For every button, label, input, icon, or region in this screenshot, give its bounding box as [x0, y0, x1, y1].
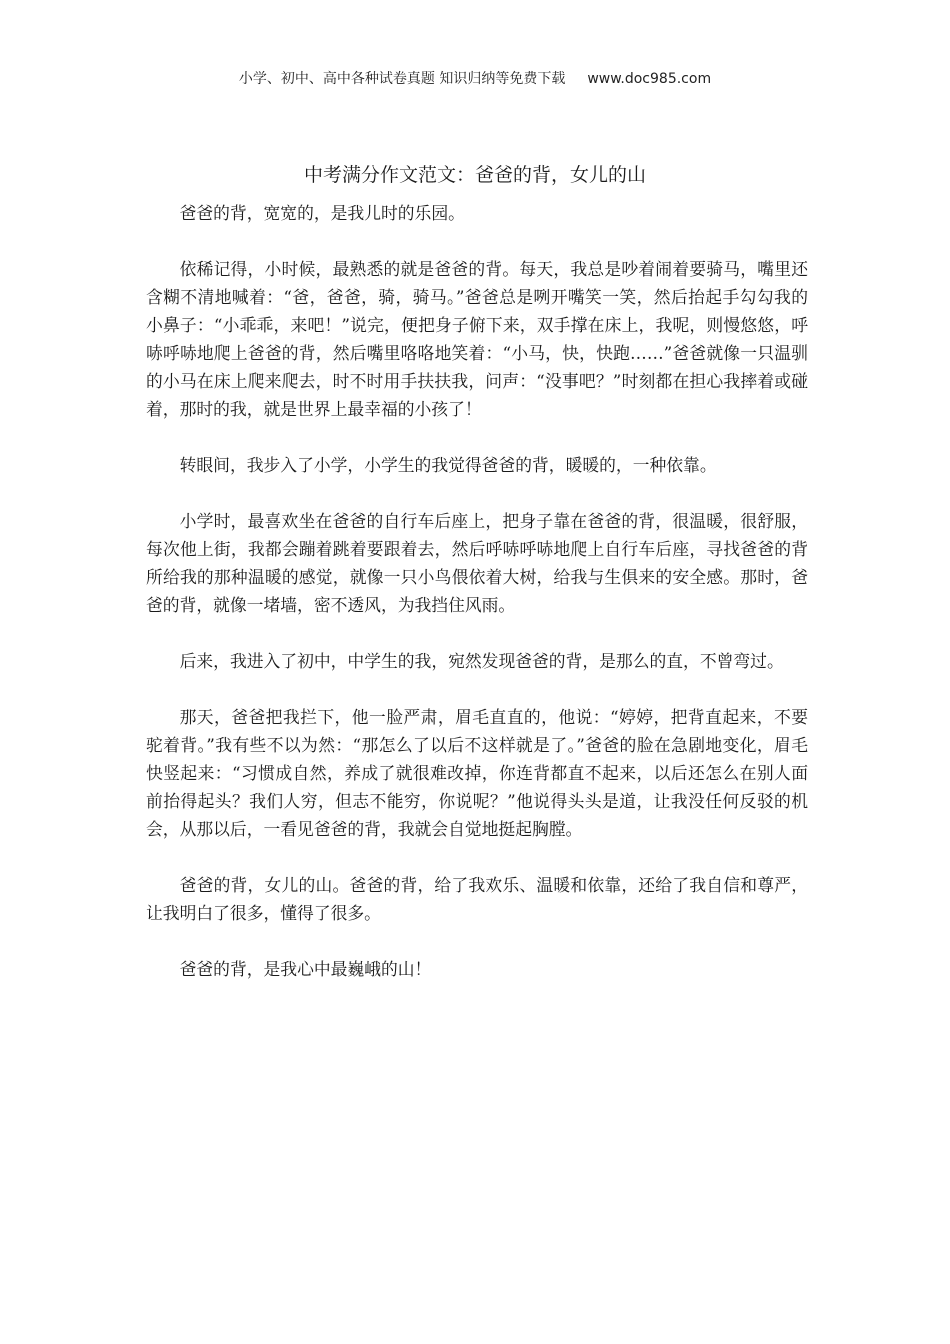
paragraph: 依稀记得，小时候，最熟悉的就是爸爸的背。每天，我总是吵着闹着要骑马，嘴里还含糊不清地喊着：“爸，爸爸，骑，骑马。”爸爸总是咧开嘴笑一笑，然后抬起手勾勾我的小鼻子：“小乖乖，来吧！”说完，便把身子俯下来，双手撑在床上，我呢，则慢悠悠，呼哧呼哧地爬上爸爸的背，然后嘴里咯咯地笑着：“小马，快，快跑……”爸爸就像一只温驯的小马在床上爬来爬去，时不时用手扶扶我，问声：“没事吧？”时刻都在担心我摔着或碰着，那时的我，就是世界上最幸福的小孩了！ [146, 259, 808, 419]
document-body [146, 199, 808, 1011]
paragraph: 小学时，最喜欢坐在爸爸的自行车后座上，把身子靠在爸爸的背，很温暖，很舒服，每次他上街，我都会蹦着跳着要跟着去，然后呼哧呼哧地爬上自行车后座，寻找爸爸的背所给我的那种温暖的感觉，就像一只小鸟偎依着大树，给我与生俱来的安全感。那时，爸爸的背，就像一堵墙，密不透风，为我挡住风雨。 [146, 511, 808, 615]
paragraph: 那天，爸爸把我拦下，他一脸严肃，眉毛直直的，他说：“婷婷，把背直起来，不要驼着背。”我有些不以为然：“那怎么了以后不这样就是了。”爸爸的脸在急剧地变化，眉毛快竖起来：“习惯成自然，养成了就很难改掉，你连背都直不起来，以后还怎么在别人面前抬得起头？我们人穷，但志不能穷，你说呢？”他说得头头是道，让我没任何反驳的机会，从那以后，一看见爸爸的背，我就会自觉地挺起胸膛。 [146, 707, 808, 839]
paragraph: 转眼间，我步入了小学，小学生的我觉得爸爸的背，暖暖的，一种依靠。 [179, 455, 717, 475]
paragraph: 爸爸的背，是我心中最巍峨的山！ [179, 959, 432, 979]
page-header [0, 68, 950, 88]
paragraph: 后来，我进入了初中，中学生的我，宛然发现爸爸的背，是那么的直，不曾弯过。 [179, 651, 784, 671]
paragraph: 爸爸的背，宽宽的，是我儿时的乐园。 [179, 203, 465, 223]
header-site-link[interactable]: www.doc985.com [587, 71, 712, 87]
document-title: 中考满分作文范文：爸爸的背，女儿的山 [303, 164, 646, 186]
paragraph: 爸爸的背，女儿的山。爸爸的背，给了我欢乐、温暖和依靠，还给了我自信和尊严，让我明白了很多，懂得了很多。 [146, 875, 808, 923]
header-text: 小学、初中、高中各种试卷真题 知识归纳等免费下载 [238, 71, 566, 87]
